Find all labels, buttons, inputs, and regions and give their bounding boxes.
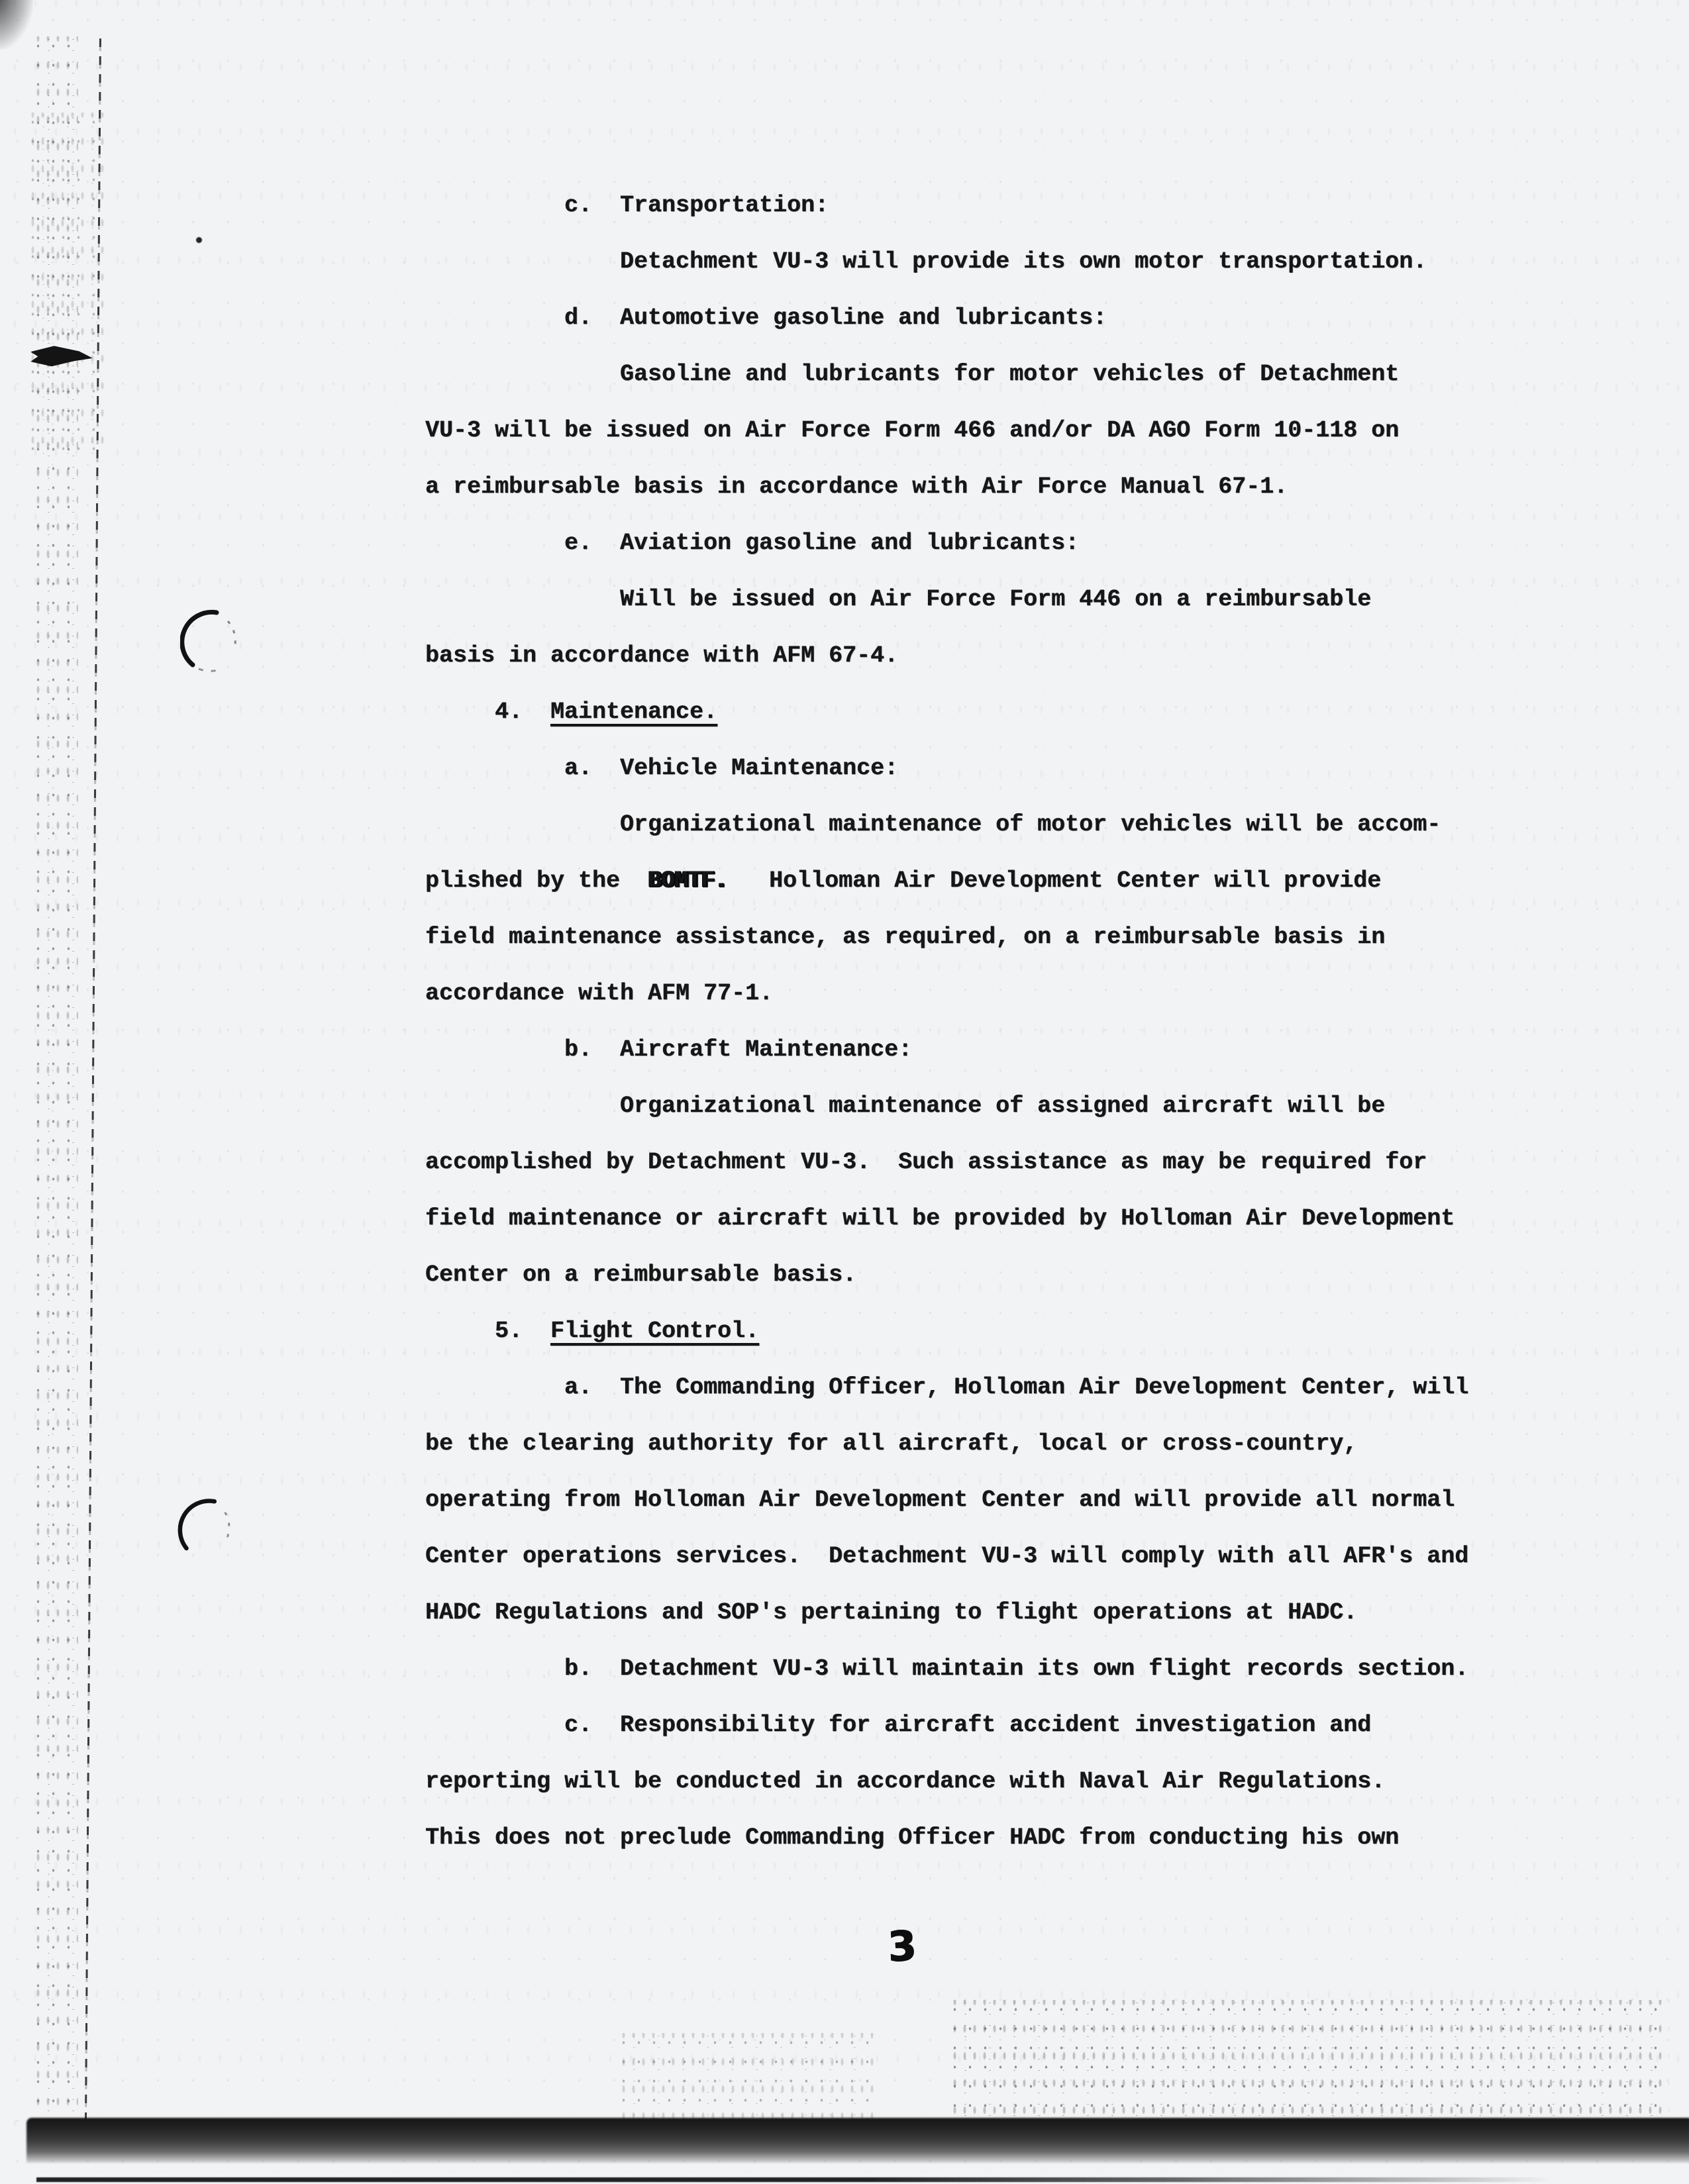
doc-line: Will be issued on Air Force Form 446 on a reimbursable: [425, 586, 1372, 613]
doc-line-heading: [425, 684, 1468, 740]
doc-line: VU-3 will be issued on Air Force Form 466 and/or DA AGO Form 10-118 on: [425, 417, 1400, 444]
heading-number: 5.: [425, 1318, 551, 1344]
doc-line: a. The Commanding Officer, Holloman Air Development Center, will: [425, 1374, 1469, 1401]
doc-line: b. Aircraft Maintenance:: [425, 1036, 913, 1063]
doc-line: Organizational maintenance of assigned aircraft will be: [425, 1093, 1386, 1119]
line-text: Holloman Air Development Center will provide: [727, 868, 1382, 894]
doc-line: Center on a reimbursable basis.: [425, 1262, 857, 1288]
doc-line: e. Aviation gasoline and lubricants:: [425, 530, 1080, 556]
margin-smudge-mark: [30, 343, 93, 372]
heading-number: 4.: [425, 699, 551, 725]
doc-line: d. Automotive gasoline and lubricants:: [425, 305, 1107, 331]
corner-smudge-mark: [0, 0, 33, 50]
doc-line: field maintenance assistance, as required, on a reimbursable basis in: [425, 924, 1386, 950]
doc-line: c. Transportation:: [425, 192, 829, 219]
doc-line: [425, 853, 1468, 909]
doc-line: a. Vehicle Maintenance:: [425, 755, 899, 781]
scanner-shadow-band: [26, 2118, 1689, 2163]
doc-line: field maintenance or aircraft will be provided by Holloman Air Development: [425, 1205, 1455, 1232]
doc-line: HADC Regulations and SOP's pertaining to flight operations at HADC.: [425, 1599, 1358, 1626]
doc-line: be the clearing authority for all aircraft, local or cross-country,: [425, 1430, 1358, 1457]
doc-line: accomplished by Detachment VU-3. Such assistance as may be required for: [425, 1149, 1427, 1175]
doc-line: basis in accordance with AFM 67-4.: [425, 642, 899, 669]
doc-line: reporting will be conducted in accordance with Naval Air Regulations.: [425, 1768, 1386, 1795]
section-heading-flight-control: Flight Control.: [550, 1318, 760, 1344]
doc-line: accordance with AFM 77-1.: [425, 980, 774, 1007]
doc-line: Gasoline and lubricants for motor vehicles of Detachment: [425, 361, 1400, 387]
typewritten-text-block: [425, 177, 1468, 1866]
section-heading-maintenance: Maintenance.: [550, 699, 718, 725]
doc-line: b. Detachment VU-3 will maintain its own flight records section.: [425, 1656, 1469, 1682]
ink-speck-dot: [196, 237, 202, 243]
line-text: plished by the: [425, 868, 648, 894]
hole-punch-ring-top: [180, 609, 241, 673]
doc-line: This does not preclude Commanding Officer HADC from conducting his own: [425, 1824, 1400, 1851]
doc-line: Detachment VU-3 will provide its own motor transportation.: [425, 248, 1427, 275]
doc-line: operating from Holloman Air Development Center and will provide all normal: [425, 1487, 1455, 1513]
doc-line-heading: [425, 1303, 1468, 1360]
doc-line: c. Responsibility for aircraft accident investigation and: [425, 1712, 1372, 1738]
doc-line: a reimbursable basis in accordance with Air Force Manual 67-1.: [425, 473, 1288, 500]
overstruck-word: BOMTF.: [648, 868, 728, 894]
scan-fold-line: [85, 38, 101, 2121]
page-number: 3: [886, 1920, 918, 1971]
hole-punch-ring-bottom: [172, 1493, 241, 1564]
scan-speckle-bottom-middle: [616, 2033, 874, 2119]
scan-edge-line: [36, 2177, 1553, 2182]
scan-speckle-top-left: [25, 113, 108, 457]
doc-line: Organizational maintenance of motor vehicles will be accom-: [425, 811, 1441, 838]
doc-line: Center operations services. Detachment VU-3 will comply with all AFR's and: [425, 1543, 1469, 1569]
